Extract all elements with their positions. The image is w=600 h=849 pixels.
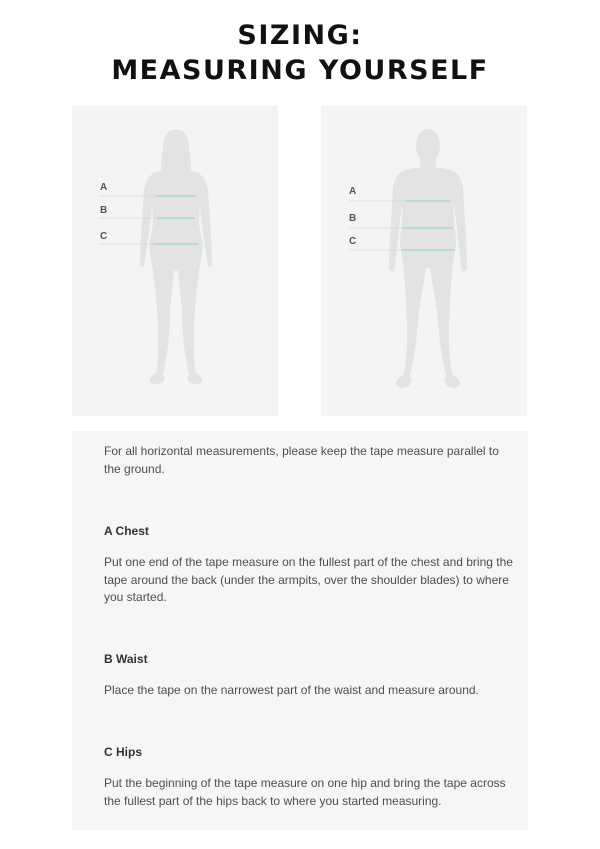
- female-label-b: B: [100, 205, 108, 216]
- title-line-2: MEASURING YOURSELF: [111, 55, 489, 86]
- male-figure-panel: [321, 106, 527, 416]
- measurement-instructions: [72, 431, 528, 830]
- waist-heading: B Waist: [104, 652, 148, 666]
- male-label-b: B: [349, 213, 357, 224]
- chest-heading: A Chest: [104, 524, 149, 538]
- female-silhouette: [72, 106, 278, 416]
- male-label-a: A: [349, 186, 357, 197]
- intro-text: For all horizontal measurements, please keep the tape measure parallel to the ground.: [104, 444, 499, 476]
- female-label-c: C: [100, 231, 108, 242]
- hips-text: Put the beginning of the tape measure on one hip and bring the tape across the fullest part of the hips back to where you started measuring.: [104, 776, 506, 808]
- title-line-1: SIZING:: [237, 20, 363, 51]
- chest-text: Put one end of the tape measure on the fullest part of the chest and bring the tape around the back (under the armpits, over the shoulder blades) to where you started.: [104, 555, 513, 604]
- female-label-a: A: [100, 182, 108, 193]
- male-silhouette: [321, 106, 527, 416]
- male-label-c: C: [349, 236, 357, 247]
- waist-text: Place the tape on the narrowest part of the waist and measure around.: [104, 683, 479, 697]
- page-title: [0, 18, 600, 88]
- female-figure-panel: [72, 106, 278, 416]
- hips-heading: C Hips: [104, 745, 143, 759]
